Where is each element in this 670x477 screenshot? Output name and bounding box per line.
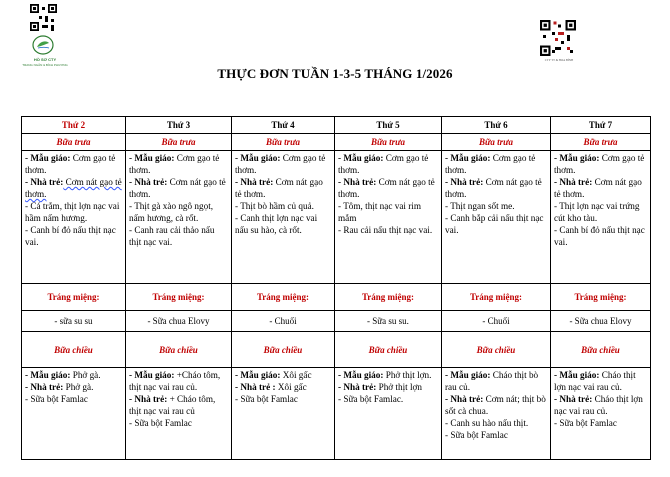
dinner-label: Bữa chiều bbox=[442, 332, 551, 368]
dinner-label: Bữa chiều bbox=[126, 332, 232, 368]
dinner-cell bbox=[126, 368, 232, 460]
menu-line bbox=[25, 152, 122, 176]
dinner-label: Bữa chiều bbox=[335, 332, 442, 368]
dinner-label: Bữa chiều bbox=[22, 332, 126, 368]
lunch-label: Bữa trưa bbox=[335, 134, 442, 151]
menu-line-text: Cơm gạo tẻ thơm. bbox=[554, 153, 645, 176]
menu-line bbox=[25, 176, 122, 200]
menu-line bbox=[235, 369, 331, 381]
dessert-cell: - Sữa chua Elovy bbox=[551, 311, 651, 332]
menu-line-text: Cơm nát gạo tẻ thơm. bbox=[235, 177, 323, 200]
leaf-logo-icon bbox=[32, 35, 54, 55]
dinner-cell bbox=[22, 368, 126, 460]
menu-line-text: - Rau cải nấu thịt nạc vai. bbox=[338, 225, 433, 236]
menu-line bbox=[129, 417, 228, 429]
menu-line-text: - Sữa bột Famlac. bbox=[338, 394, 404, 405]
dinner-content-row bbox=[22, 368, 651, 460]
menu-line bbox=[338, 200, 438, 224]
menu-line-text: Cơm gạo tẻ thơm. bbox=[235, 153, 326, 176]
menu-line-label: - Mẫu giáo: bbox=[129, 370, 175, 381]
menu-line-text: + Cháo tôm, thịt nạc vai rau củ bbox=[129, 394, 216, 417]
dessert-cell: - sữa su su bbox=[22, 311, 126, 332]
menu-line bbox=[554, 417, 647, 429]
lunch-label-row bbox=[22, 134, 651, 151]
dessert-label: Tráng miệng: bbox=[126, 283, 232, 310]
dessert-label: Tráng miệng: bbox=[442, 283, 551, 310]
menu-line-text: - Canh bí đỏ nấu thịt nạc vai. bbox=[554, 225, 645, 248]
dessert-cell: - Sữa chua Elovy bbox=[126, 311, 232, 332]
dessert-cell: - Sữa su su. bbox=[335, 311, 442, 332]
menu-line-label: - Mẫu giáo: bbox=[445, 153, 491, 164]
menu-line bbox=[445, 152, 547, 176]
menu-line bbox=[554, 152, 647, 176]
logo-subtext: TRANG NGÂN & BÍCH PHƯƠNG bbox=[22, 63, 68, 67]
lunch-cell bbox=[551, 151, 651, 284]
lunch-content-row bbox=[22, 151, 651, 284]
menu-line bbox=[554, 200, 647, 224]
menu-line bbox=[235, 200, 331, 212]
menu-line-text: Cháo thịt bò rau củ. bbox=[445, 370, 539, 393]
qr-code-right bbox=[540, 20, 576, 56]
dessert-cell: - Chuối bbox=[232, 311, 335, 332]
dessert-label: Tráng miệng: bbox=[335, 283, 442, 310]
dinner-label: Bữa chiều bbox=[232, 332, 335, 368]
menu-line bbox=[235, 393, 331, 405]
dinner-cell bbox=[232, 368, 335, 460]
menu-line bbox=[445, 417, 547, 429]
menu-line-text: Cơm nát gạo tẻ thơm. bbox=[554, 177, 642, 200]
menu-line bbox=[129, 224, 228, 248]
menu-line-label: - Nhà trẻ: bbox=[554, 394, 593, 405]
menu-line-label: - Nhà trẻ: bbox=[338, 177, 377, 188]
menu-line-label: - Mẫu giáo: bbox=[338, 153, 384, 164]
menu-line-label: - Nhà trẻ: bbox=[338, 382, 377, 393]
menu-table bbox=[21, 116, 651, 460]
lunch-cell bbox=[442, 151, 551, 284]
menu-line bbox=[129, 393, 228, 417]
lunch-cell bbox=[335, 151, 442, 284]
menu-line bbox=[445, 429, 547, 441]
lunch-label: Bữa trưa bbox=[551, 134, 651, 151]
lunch-label: Bữa trưa bbox=[126, 134, 232, 151]
menu-line-label: - Nhà trẻ : bbox=[235, 382, 276, 393]
menu-line-label: - Nhà trẻ: bbox=[129, 177, 168, 188]
menu-line bbox=[554, 224, 647, 248]
menu-line-label: - Mẫu giáo: bbox=[445, 370, 491, 381]
day-header: Thứ 3 bbox=[126, 117, 232, 134]
dinner-label-row bbox=[22, 332, 651, 368]
menu-line-label: - Mẫu giáo: bbox=[25, 153, 71, 164]
day-header: Thứ 6 bbox=[442, 117, 551, 134]
menu-line bbox=[129, 152, 228, 176]
menu-line-label: - Mẫu giáo: bbox=[338, 370, 384, 381]
menu-line bbox=[235, 152, 331, 176]
menu-line-text: Xôi gấc bbox=[275, 382, 307, 393]
menu-line-text: Cháo thịt lợn nạc vai rau củ. bbox=[554, 394, 643, 417]
menu-line bbox=[338, 224, 438, 236]
dinner-label: Bữa chiều bbox=[551, 332, 651, 368]
menu-line-text: - Sữa bột Famlac bbox=[554, 418, 617, 429]
menu-line bbox=[445, 200, 547, 212]
menu-line-label: - Mẫu giáo: bbox=[554, 153, 600, 164]
menu-line bbox=[554, 176, 647, 200]
menu-line bbox=[338, 393, 438, 405]
menu-line-label: - Mẫu giáo: bbox=[25, 370, 71, 381]
dessert-label: Tráng miệng: bbox=[232, 283, 335, 310]
menu-line-label: - Nhà trẻ: bbox=[25, 382, 64, 393]
day-header: Thứ 4 bbox=[232, 117, 335, 134]
menu-line-text: Phở gà. bbox=[70, 370, 101, 381]
menu-line bbox=[338, 152, 438, 176]
menu-line-label: - Mẫu giáo: bbox=[129, 153, 175, 164]
menu-line-text: Phở thịt lợn bbox=[376, 382, 422, 393]
menu-line-text: - Thịt bò hầm củ quả. bbox=[235, 201, 314, 212]
menu-line-label: - Mẫu giáo: bbox=[554, 370, 600, 381]
day-header: Thứ 2 bbox=[22, 117, 126, 134]
menu-line-text: Cơm nát; thịt bò sốt cà chua. bbox=[445, 394, 546, 417]
dessert-row bbox=[22, 311, 651, 332]
dessert-cell: - Chuối bbox=[442, 311, 551, 332]
menu-line-text: Cơm nát gạo tẻ thơm. bbox=[25, 177, 122, 200]
menu-line bbox=[129, 369, 228, 393]
menu-line-text: - Thịt lợn nạc vai trứng cút kho tàu. bbox=[554, 201, 640, 224]
day-header: Thứ 7 bbox=[551, 117, 651, 134]
menu-line-text: Cơm gạo tẻ thơm. bbox=[129, 153, 220, 176]
menu-line bbox=[129, 176, 228, 200]
lunch-label: Bữa trưa bbox=[442, 134, 551, 151]
menu-line bbox=[25, 381, 122, 393]
dinner-cell bbox=[335, 368, 442, 460]
menu-line-label: - Nhà trẻ: bbox=[445, 394, 484, 405]
menu-line-text: - Canh su hào nấu thịt. bbox=[445, 418, 529, 429]
menu-line bbox=[25, 200, 122, 224]
menu-line-text: +Cháo tôm, thịt nạc vai rau củ. bbox=[129, 370, 221, 393]
menu-line bbox=[338, 176, 438, 200]
dinner-cell bbox=[551, 368, 651, 460]
qr-caption: CTY TT & HOA BÌNH bbox=[544, 58, 574, 62]
menu-line-text: Phở gà. bbox=[63, 382, 94, 393]
menu-line-text: - Thịt gà xào ngô ngọt, nấm hương, cà rốt. bbox=[129, 201, 214, 224]
menu-line-text: - Tôm, thịt nạc vai rim mắm bbox=[338, 201, 422, 224]
qr-code-left bbox=[30, 4, 57, 31]
menu-line-text: - Canh thịt lợn nạc vai nấu su hào, cà rốt. bbox=[235, 213, 318, 236]
menu-line bbox=[25, 369, 122, 381]
menu-line-text: - Sữa bột Famlac bbox=[445, 430, 508, 441]
lunch-label: Bữa trưa bbox=[22, 134, 126, 151]
dessert-label-row bbox=[22, 283, 651, 310]
menu-line-text: - Sữa bột Famlac bbox=[25, 394, 88, 405]
menu-line bbox=[445, 176, 547, 200]
menu-line-text: - Thịt ngan sốt me. bbox=[445, 201, 515, 212]
menu-line bbox=[129, 200, 228, 224]
dessert-label: Tráng miệng: bbox=[22, 283, 126, 310]
dinner-cell bbox=[442, 368, 551, 460]
menu-line-text: - Canh bắp cải nấu thịt nạc vai. bbox=[445, 213, 544, 236]
menu-line-text: - Canh bí đỏ nấu thịt nạc vai. bbox=[25, 225, 116, 248]
menu-line-text: - Cá trắm, thịt lợn nạc vai hầm nấm hương. bbox=[25, 201, 120, 224]
menu-line bbox=[554, 369, 647, 393]
menu-line-text: Cơm gạo tẻ thơm. bbox=[445, 153, 536, 176]
menu-line bbox=[554, 393, 647, 417]
menu-line-text: - Canh rau cải thảo nấu thịt nạc vai. bbox=[129, 225, 215, 248]
menu-line bbox=[445, 393, 547, 417]
menu-line bbox=[25, 224, 122, 248]
menu-line-text: Cơm nát gạo tẻ thơm. bbox=[445, 177, 542, 200]
menu-line-text: Cơm gạo tẻ thơm. bbox=[338, 153, 429, 176]
menu-line-text: Cơm nát gạo tẻ thơm. bbox=[338, 177, 435, 200]
day-header: Thứ 5 bbox=[335, 117, 442, 134]
menu-line-text: Cơm nát gạo tẻ thơm. bbox=[129, 177, 226, 200]
menu-line bbox=[235, 176, 331, 200]
menu-line-label: - Nhà trẻ: bbox=[445, 177, 484, 188]
menu-line bbox=[235, 381, 331, 393]
menu-line bbox=[338, 369, 438, 381]
days-header-row bbox=[22, 117, 651, 134]
menu-line-text: Cháo thịt lợn nạc vai rau củ. bbox=[554, 370, 636, 393]
menu-line-label: - Nhà trẻ: bbox=[129, 394, 168, 405]
logo-text: HỒ SƠ CTY bbox=[33, 57, 57, 62]
menu-line-label: - Mẫu giáo: bbox=[235, 370, 281, 381]
menu-line-text: Cơm gạo tẻ thơm. bbox=[25, 153, 116, 176]
menu-line-label: - Nhà trẻ: bbox=[554, 177, 593, 188]
menu-line-text: Xôi gấc bbox=[280, 370, 312, 381]
menu-line-label: - Nhà trẻ: bbox=[235, 177, 274, 188]
menu-line-text: - Sữa bột Famlac bbox=[235, 394, 298, 405]
menu-line-label: - Mẫu giáo: bbox=[235, 153, 281, 164]
menu-line bbox=[338, 381, 438, 393]
lunch-cell bbox=[232, 151, 335, 284]
lunch-cell bbox=[22, 151, 126, 284]
menu-line-label: - Nhà trẻ: bbox=[25, 177, 64, 188]
menu-line bbox=[25, 393, 122, 405]
menu-line-text: Phở thịt lợn. bbox=[383, 370, 432, 381]
menu-line bbox=[445, 369, 547, 393]
dessert-label: Tráng miệng: bbox=[551, 283, 651, 310]
menu-line-text: - Sữa bột Famlac bbox=[129, 418, 192, 429]
lunch-label: Bữa trưa bbox=[232, 134, 335, 151]
menu-line bbox=[445, 212, 547, 236]
page-title: THỰC ĐƠN TUẦN 1-3-5 THÁNG 1/2026 bbox=[217, 66, 453, 81]
menu-line bbox=[235, 212, 331, 236]
lunch-cell bbox=[126, 151, 232, 284]
